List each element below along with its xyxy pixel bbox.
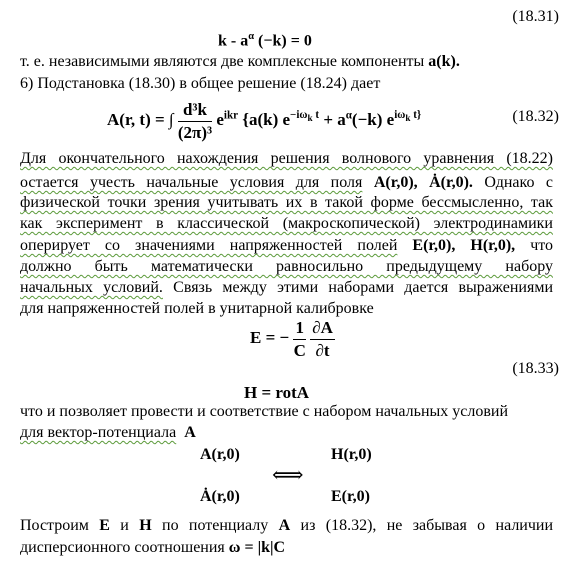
eq-18-32-term-b-sup: iωk t} — [394, 109, 422, 124]
eq-18-32-fraction — [178, 100, 212, 142]
paragraph-line-11-c: и — [120, 517, 129, 534]
paragraph-line-11-g: из (18.32), не забывая о наличии — [300, 517, 554, 534]
paragraph-line-10-text: для вектор-потенциала — [20, 424, 177, 441]
paragraph-line-11 — [20, 517, 553, 535]
eq-number-18-33: (18.33) — [512, 360, 559, 377]
equation-E-frac-2 — [310, 318, 335, 360]
paragraph-line-11-A: A — [278, 517, 291, 534]
paragraph-line-6-text: должно быть математически равносильно предыдущему набору — [20, 258, 553, 275]
paragraph-line-2-c: Однако с — [484, 174, 554, 191]
equation-E-num2: ∂A — [310, 318, 335, 340]
paragraph-line-7-b: Связь между этими наборами дается выражениями — [173, 279, 554, 296]
eq-18-32-exp-sup: ikr — [223, 109, 238, 122]
equation-18-31-sup: α — [248, 31, 255, 42]
equation-E-lhs: E = − — [250, 327, 290, 347]
paragraph-line-1 — [20, 150, 553, 168]
paragraph-line-7-a: начальных условий. — [20, 279, 163, 296]
paragraph-line-12 — [20, 539, 285, 557]
paragraph-line-7 — [20, 279, 553, 297]
text-line-1-main: т. е. независимыми являются две комплексные компоненты — [20, 53, 425, 70]
paragraph-line-5-formula: E(r,0), H(r,0), — [412, 237, 516, 254]
eq-18-32-term-b: (−k) e — [351, 109, 395, 129]
eq-18-32-term-a: {a(k) e — [242, 109, 291, 129]
paragraph-line-2-a: остается учесть начальные условия для поля — [20, 174, 363, 191]
paragraph-line-5-a: оперирует со значениями напряженностей полей — [20, 237, 398, 254]
paragraph-line-3 — [20, 194, 553, 212]
paragraph-line-11-a: Построим — [20, 517, 89, 534]
eq-18-32-lhs: A(r, t) = ∫ — [107, 109, 174, 129]
eq-18-32-plus-sup: α — [345, 109, 352, 122]
paragraph-line-5 — [20, 237, 553, 255]
eq-18-32-numerator: d³k — [178, 100, 212, 122]
eq-18-32-denominator: (2π)³ — [177, 122, 213, 142]
paragraph-line-9: что и позволяет провести и соответствие с набором начальных условий — [20, 403, 509, 420]
eq-18-32-plus: + a — [323, 109, 346, 129]
text-line-1 — [20, 53, 460, 71]
paragraph-line-5-c: что — [530, 237, 554, 254]
paragraph-line-11-H: H — [139, 517, 152, 534]
set-right-top: H(r,0) — [331, 446, 372, 463]
paragraph-line-10-formula: A — [184, 424, 196, 441]
equation-E-frac-1 — [293, 318, 306, 360]
equation-E-den2: ∂t — [315, 340, 330, 360]
eq-number-18-32: (18.32) — [512, 108, 559, 125]
paragraph-line-1-text: Для окончательного нахождения решения волнового уравнения (18.22) — [20, 150, 553, 167]
paragraph-line-4 — [20, 215, 553, 233]
eq-number-18-31: (18.31) — [512, 8, 559, 25]
paragraph-line-3-text: физической точки зрения учитывать их в такой форме бессмысленно, так — [20, 194, 553, 211]
text-line-2: 6) Подстановка (18.30) в общее решение (18.24) дает — [20, 75, 381, 92]
paragraph-line-11-E: E — [99, 517, 110, 534]
eq-18-32-exp: e — [216, 109, 224, 129]
equation-18-31-tail: (−k) = 0 — [258, 32, 312, 50]
equation-18-32 — [107, 100, 421, 142]
paragraph-line-2 — [20, 174, 553, 192]
set-left-top: A(r,0) — [200, 446, 240, 463]
paragraph-line-8: для напряженностей полей в унитарной калибровке — [20, 300, 374, 317]
set-right-bottom: E(r,0) — [331, 488, 370, 505]
equation-18-31-text: k - a — [218, 32, 249, 50]
text-line-1-formula: a(k). — [428, 53, 460, 70]
paragraph-line-6 — [20, 258, 553, 276]
paragraph-line-2-formula: A(r,0), Ȧ(r,0). — [373, 174, 473, 191]
equation-E-num1: 1 — [293, 318, 306, 340]
paragraph-line-10 — [20, 424, 196, 442]
equation-H: H = rotA — [244, 383, 310, 402]
equation-18-31 — [218, 31, 312, 50]
set-left-bottom: Ȧ(r,0) — [200, 488, 240, 505]
eq-18-32-term-a-sup: −iωk t — [290, 109, 320, 124]
equation-E — [250, 318, 335, 360]
paragraph-line-11-e: по потенциалу — [162, 517, 269, 534]
paragraph-line-12-text: дисперсионного соотношения — [20, 539, 225, 556]
equation-E-den1: C — [293, 340, 306, 360]
paragraph-line-12-formula: ω = |k|C — [228, 539, 286, 556]
paragraph-line-4-text: как эксперимент в классической (макроскопической) электродинамики — [20, 215, 553, 232]
equivalence-arrow-icon: ⟺ — [272, 462, 304, 487]
